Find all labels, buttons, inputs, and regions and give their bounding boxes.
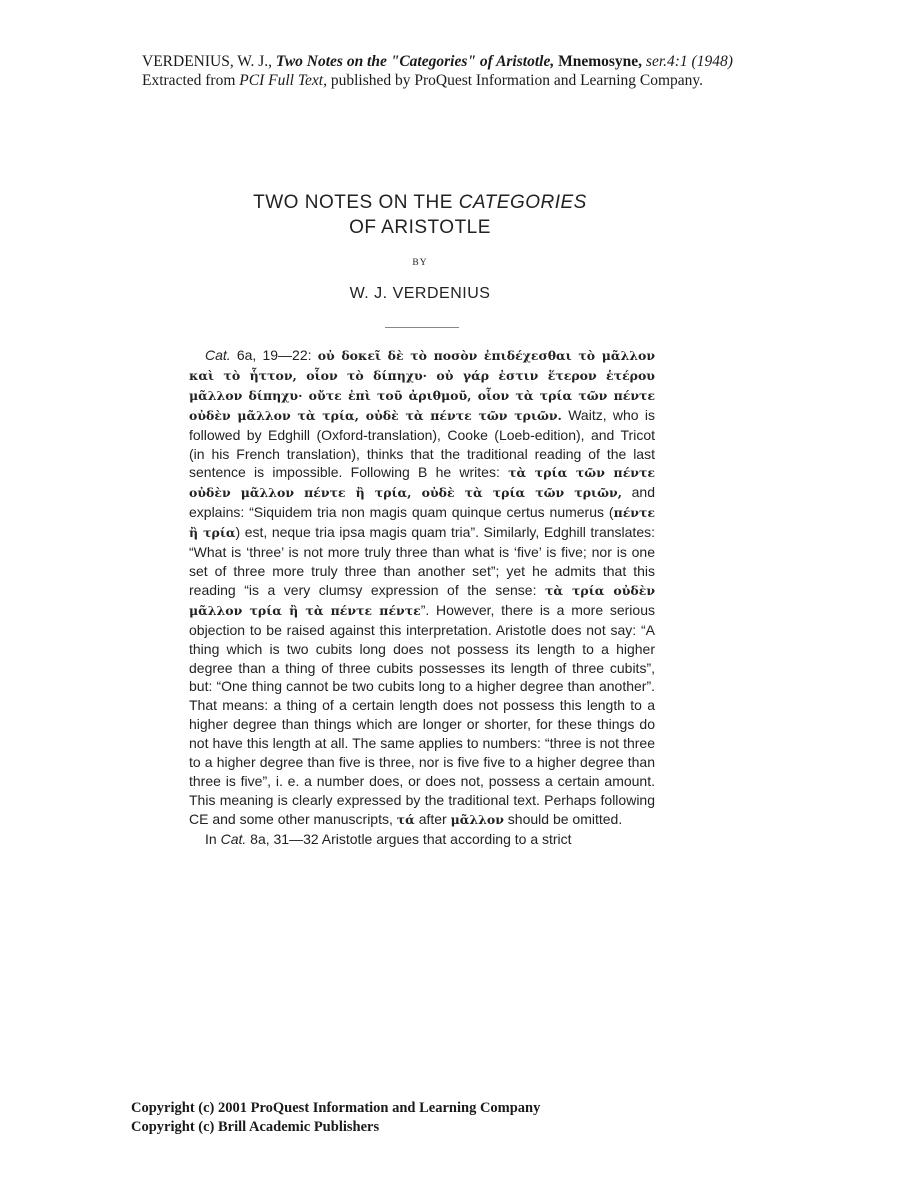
body-text: ) est, neque tria ipsa magis quam tria”. Similarly, Edghill translates: “What is ‘three’ is not more truly three than what is ‘five’ is five; nor is one set of three more truly three than another set”; yet he admits that this reading “is a very clumsy expression of the sense: (189, 524, 655, 598)
greek-quote: πέντε ἢ τρία (189, 505, 655, 541)
title-line-1 (190, 190, 650, 215)
citation-source: PCI Full Text, (239, 72, 327, 89)
greek-quote: τὰ τρία τῶν πέντε οὐδὲν μᾶλλον πέντε ἢ τρία, οὐδὲ τὰ τρία τῶν τριῶν, (189, 465, 655, 501)
greek-quote: οὐ δοκεῖ δὲ τὸ ποσὸν ἐπιδέχεσθαι τὸ μᾶλλον καὶ τὸ ἧττον, οἷον τὸ δίπηχυ· οὐ γάρ ἐστιν ἕτερον ἑτέρου μᾶλλον δίπηχυ· οὔτε ἐπὶ τοῦ ἀριθμοῦ, οἷον τὰ τρία τῶν πέντε οὐδὲν μᾶλλον τὰ τρία, οὐδὲ τὰ πέντε τῶν τριῶν. (189, 348, 656, 423)
title-plain: TWO NOTES ON THE (253, 192, 453, 213)
body-text: and explains: “Siquidem tria non magis quam quinque certus numerus ( (189, 484, 655, 521)
body-text: Waitz, who is followed by Edghill (Oxford-translation), Cooke (Loeb-edition), and Tricot (in his French translation), thinks that the traditional reading of the last sentence is impossible. Following B he writes: (189, 406, 656, 481)
citation-series: ser.4:1 (1948) (645, 53, 733, 70)
article-body (189, 346, 655, 849)
citation-extracted-suffix: published by ProQuest Information and Learning Company. (330, 72, 704, 89)
copyright-footer (131, 1099, 731, 1136)
paragraph-2 (189, 830, 655, 849)
copyright-line-2: Copyright (c) Brill Academic Publishers (131, 1118, 380, 1135)
citation-header (142, 52, 882, 90)
citation-ref: 6a, 19—22: (236, 347, 312, 363)
greek-word: τά (396, 811, 415, 827)
citation-line-2 (142, 71, 882, 90)
cat-label: Cat. (205, 347, 231, 363)
citation-extracted-prefix: Extracted from (142, 72, 236, 89)
byline: BY (412, 258, 428, 268)
body-text: 8a, 31—32 Aristotle argues that according to a strict (250, 830, 572, 847)
paragraph-1 (189, 346, 655, 830)
cat-label: Cat. (220, 830, 247, 847)
article-title (190, 190, 650, 240)
body-text: ”. However, there is a more serious objection to be raised against this interpretation. Aristotle does not say: “A thing which is two cubits long does not possess its length to a higher degree than a thing of three cubits possesses its length of three cubits”, but: “One thing cannot be two cubits long to a higher degree than another”. That means: a thing of a certain length does not possess this length to a higher degree than things which are longer or shorter, for these things do not have this length at all. The same applies to numbers: “three is not three to a higher degree than five is three, nor is five five to a higher degree than three is five”, i. e. a number does, or does not, possess a certain amount. This meaning is clearly expressed by the traditional text. Perhaps following CE and some other manuscripts, (189, 601, 655, 827)
author-name: W. J. VERDENIUS (349, 285, 491, 302)
title-divider (385, 327, 459, 328)
greek-quote: τὰ τρία οὐδὲν μᾶλλον τρία ἢ τὰ πέντε πέντε (189, 582, 655, 618)
body-text: should be omitted. (507, 810, 623, 827)
greek-word: μᾶλλον (450, 811, 504, 827)
citation-journal: Mnemosyne, (558, 53, 643, 70)
copyright-line-1: Copyright (c) 2001 ProQuest Information and Learning Company (131, 1100, 541, 1116)
title-italic: CATEGORIES (458, 192, 587, 213)
body-text: after (418, 810, 447, 827)
citation-author: VERDENIUS, W. J., (142, 53, 273, 70)
body-text: In (205, 830, 217, 847)
citation-article-title: Two Notes on the "Categories" of Aristotle, (275, 53, 555, 70)
citation-line-1 (142, 52, 882, 71)
title-line-2: OF ARISTOTLE (349, 217, 491, 238)
